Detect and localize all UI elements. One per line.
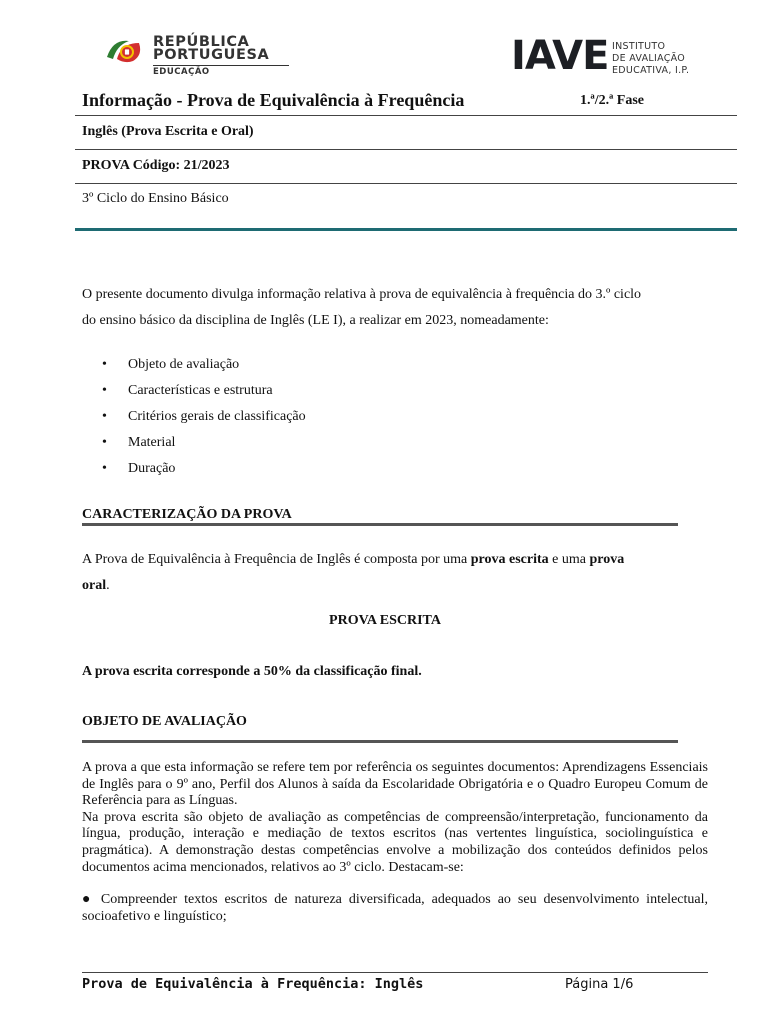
bullet-icon: • [102, 357, 107, 372]
section-underline [82, 740, 678, 743]
list-item: • Duração [82, 456, 682, 482]
exam-code: PROVA Código: 21/2023 [82, 158, 230, 173]
section-heading-objeto: OBJETO DE AVALIAÇÃO [82, 714, 247, 729]
exam-phase: 1.ª/2.ª Fase [580, 93, 644, 108]
document-title: Informação - Prova de Equivalência à Frequência [82, 90, 465, 110]
list-item: • Objeto de avaliação [82, 352, 682, 378]
title-divider [75, 115, 737, 116]
republica-text: REPÚBLICA [153, 34, 250, 50]
section-underline [82, 523, 678, 526]
portuguesa-text: PORTUGUESA [153, 47, 270, 63]
subject-divider [75, 149, 737, 150]
intro-paragraph: O presente documento divulga informação relativa à prova de equivalência à frequência do 3.º ciclo do ensino básico da disciplina de Inglês (LE I), a realizar em 2023, nomeadamente: [82, 287, 642, 328]
objeto-paragraph-3: ● Compreender textos escritos de natureza diversificada, adequados ao seu desenvolvimento intelectual, socioafetivo e linguístico; [82, 892, 708, 924]
bullet-icon: • [102, 435, 107, 450]
iave-acronym: IAVE [511, 33, 609, 79]
iave-logo [511, 33, 691, 79]
subject-line: Inglês (Prova Escrita e Oral) [82, 124, 254, 139]
header-accent-bar [75, 228, 737, 231]
portuguese-republic-emblem-icon [103, 37, 145, 65]
logo-divider [153, 65, 289, 66]
objeto-text [82, 760, 708, 925]
prova-escrita-weight: A prova escrita corresponde a 50% da classificação final. [82, 664, 422, 679]
bullet-icon: • [102, 409, 107, 424]
objeto-paragraph-1: A prova a que esta informação se refere tem por referência os seguintes documentos: Aprendizagens Essenciais de Inglês para o 9º ano, Perfil dos Alunos à saída da Escolaridade Obrigatória e o Quadro Europeu Comum de Referência para as Línguas. [82, 760, 708, 809]
bullet-icon: • [102, 461, 107, 476]
page-number: Página 1/6 [565, 977, 634, 992]
list-item: • Características e estrutura [82, 378, 682, 404]
contents-list [82, 352, 682, 482]
list-item: • Material [82, 430, 682, 456]
footer-title: Prova de Equivalência à Frequência: Inglês [82, 976, 424, 992]
republica-portuguesa-logo [103, 33, 303, 77]
code-divider [75, 183, 737, 184]
objeto-paragraph-2: Na prova escrita são objeto de avaliação as competências de compreensão/interpretação, funcionamento da língua, produção, interação e mediação de textos escritos (nas vertentes linguística, sociolinguística e pragmática). A demonstração destas competências envolve a mobilização dos conteúdos definidos pelos documentos acima mencionados, relativos ao 3º ciclo. Destacam-se: [82, 809, 708, 875]
prova-escrita-heading: PROVA ESCRITA [329, 613, 441, 628]
educacao-text: EDUCAÇÃO [153, 67, 210, 77]
bullet-icon: • [102, 383, 107, 398]
school-cycle: 3º Ciclo do Ensino Básico [82, 191, 229, 206]
caracterizacao-paragraph: A Prova de Equivalência à Frequência de Inglês é composta por uma prova escrita e uma prova oral. [82, 552, 625, 593]
footer-divider [82, 972, 708, 973]
list-item: • Critérios gerais de classificação [82, 404, 682, 430]
section-heading-caracterizacao: CARACTERIZAÇÃO DA PROVA [82, 507, 292, 522]
iave-fullname: INSTITUTO DE AVALIAÇÃO EDUCATIVA, I.P. [612, 41, 690, 76]
